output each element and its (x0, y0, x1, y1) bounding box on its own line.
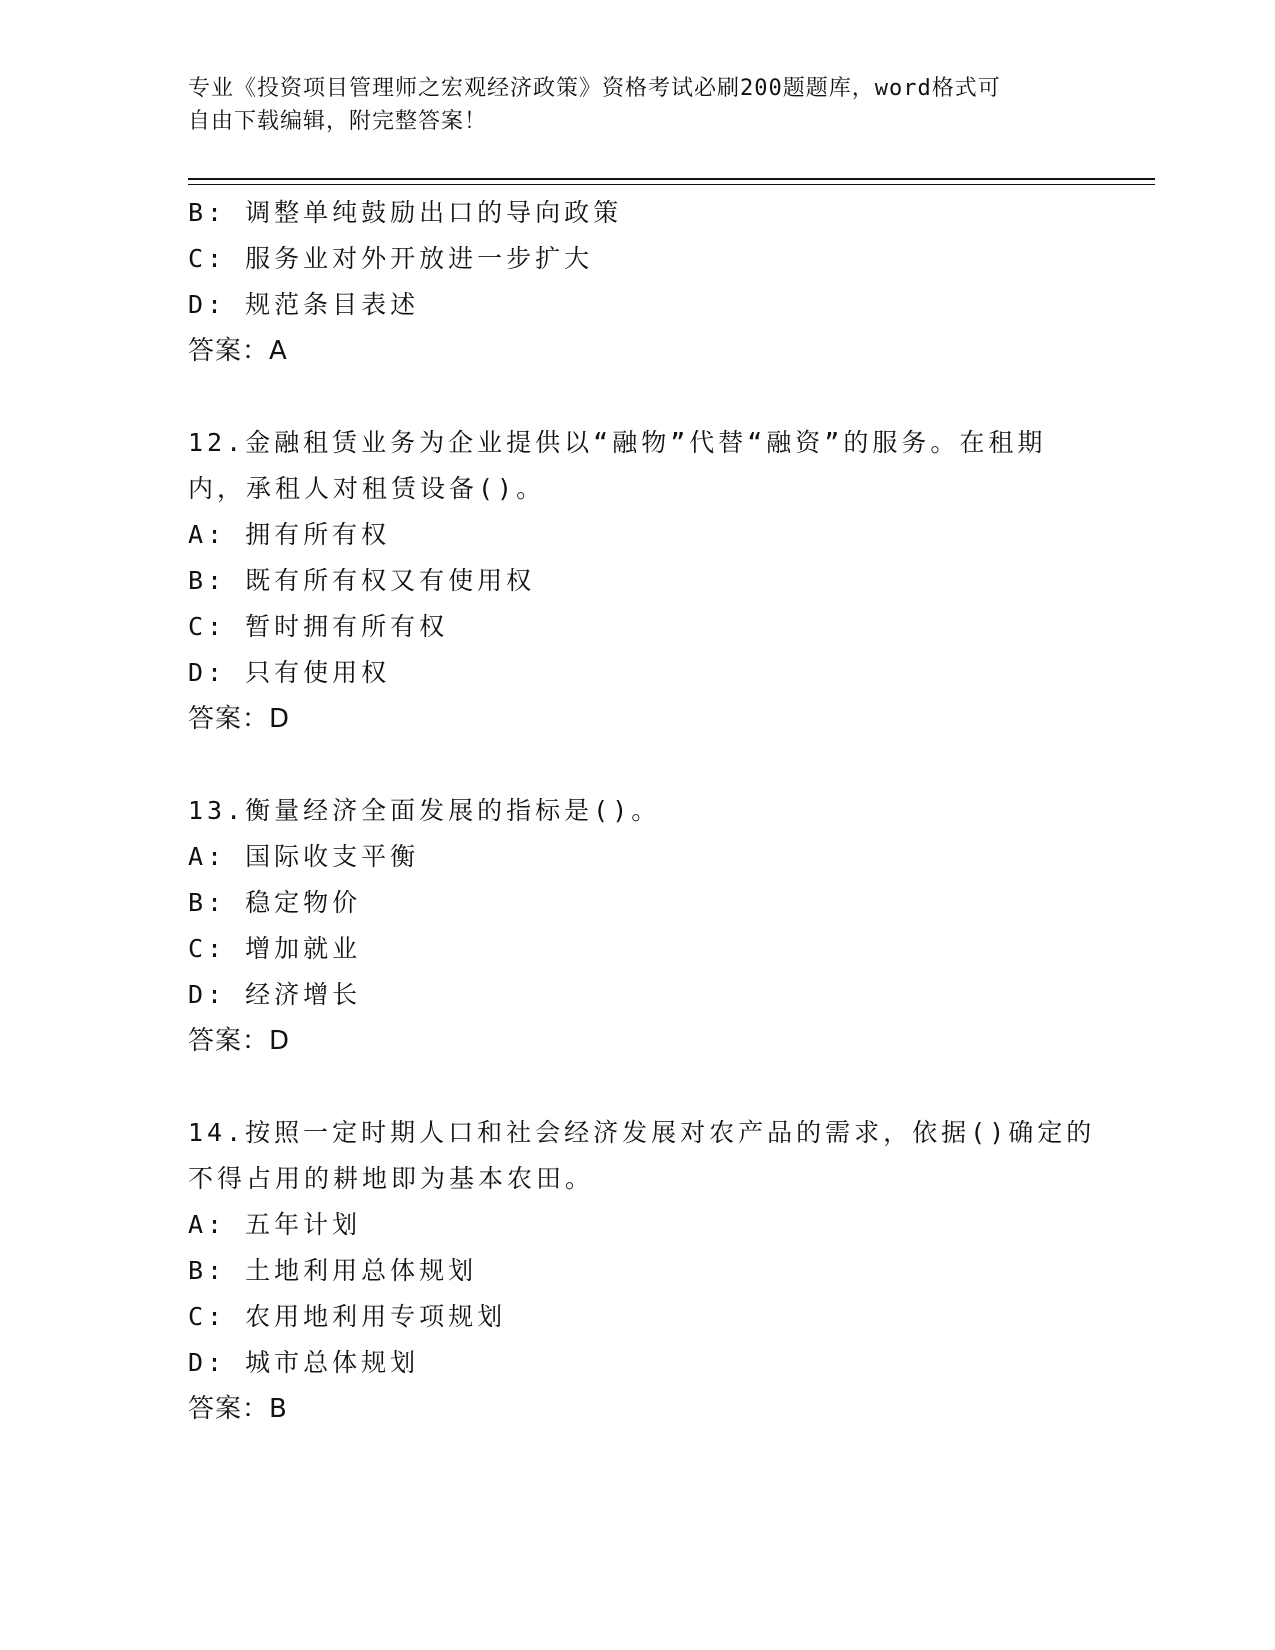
header-divider-thin (188, 184, 1155, 185)
spacer (188, 374, 1088, 420)
question-11-tail (188, 190, 1088, 374)
question-stem-line-2: 内，承租人对租赁设备()。 (188, 474, 546, 503)
option-c: C: 农用地利用专项规划 (188, 1302, 507, 1331)
option-b: B: 土地利用总体规划 (188, 1256, 478, 1285)
answer: 答案：A (188, 336, 288, 366)
option-c: C: 服务业对外开放进一步扩大 (188, 244, 594, 273)
question-stem-line-1: 13.衡量经济全面发展的指标是()。 (188, 796, 661, 825)
answer: 答案：B (188, 1394, 288, 1424)
option-c: C: 暂时拥有所有权 (188, 612, 449, 641)
option-a: A: 国际收支平衡 (188, 842, 420, 871)
spacer (188, 742, 1088, 788)
option-a: A: 五年计划 (188, 1210, 362, 1239)
question-stem-line-1: 12.金融租赁业务为企业提供以“融物”代替“融资”的服务。在租期 (188, 428, 1047, 457)
option-a: A: 拥有所有权 (188, 520, 391, 549)
answer: 答案：D (188, 1026, 291, 1056)
option-d: D: 规范条目表述 (188, 290, 420, 319)
question-14 (188, 1110, 1096, 1432)
question-list (188, 190, 1096, 1432)
option-d: D: 城市总体规划 (188, 1348, 420, 1377)
option-b: B: 调整单纯鼓励出口的导向政策 (188, 198, 623, 227)
answer: 答案：D (188, 704, 291, 734)
question-stem-line-1: 14.按照一定时期人口和社会经济发展对农产品的需求，依据()确定的 (188, 1118, 1096, 1147)
option-c: C: 增加就业 (188, 934, 362, 963)
header-line-2: 自由下载编辑，附完整答案！ (188, 109, 488, 134)
question-stem-line-2: 不得占用的耕地即为基本农田。 (188, 1164, 595, 1193)
option-b: B: 稳定物价 (188, 888, 362, 917)
spacer (188, 1064, 1088, 1110)
question-13 (188, 788, 1088, 1064)
option-d: D: 经济增长 (188, 980, 362, 1009)
option-b: B: 既有所有权又有使用权 (188, 566, 536, 595)
header-line-1: 专业《投资项目管理师之宏观经济政策》资格考试必刷200题题库，word格式可 (188, 76, 1001, 101)
header-divider-thick (188, 178, 1155, 180)
question-12 (188, 420, 1088, 742)
option-d: D: 只有使用权 (188, 658, 391, 687)
page-header (188, 72, 1088, 138)
